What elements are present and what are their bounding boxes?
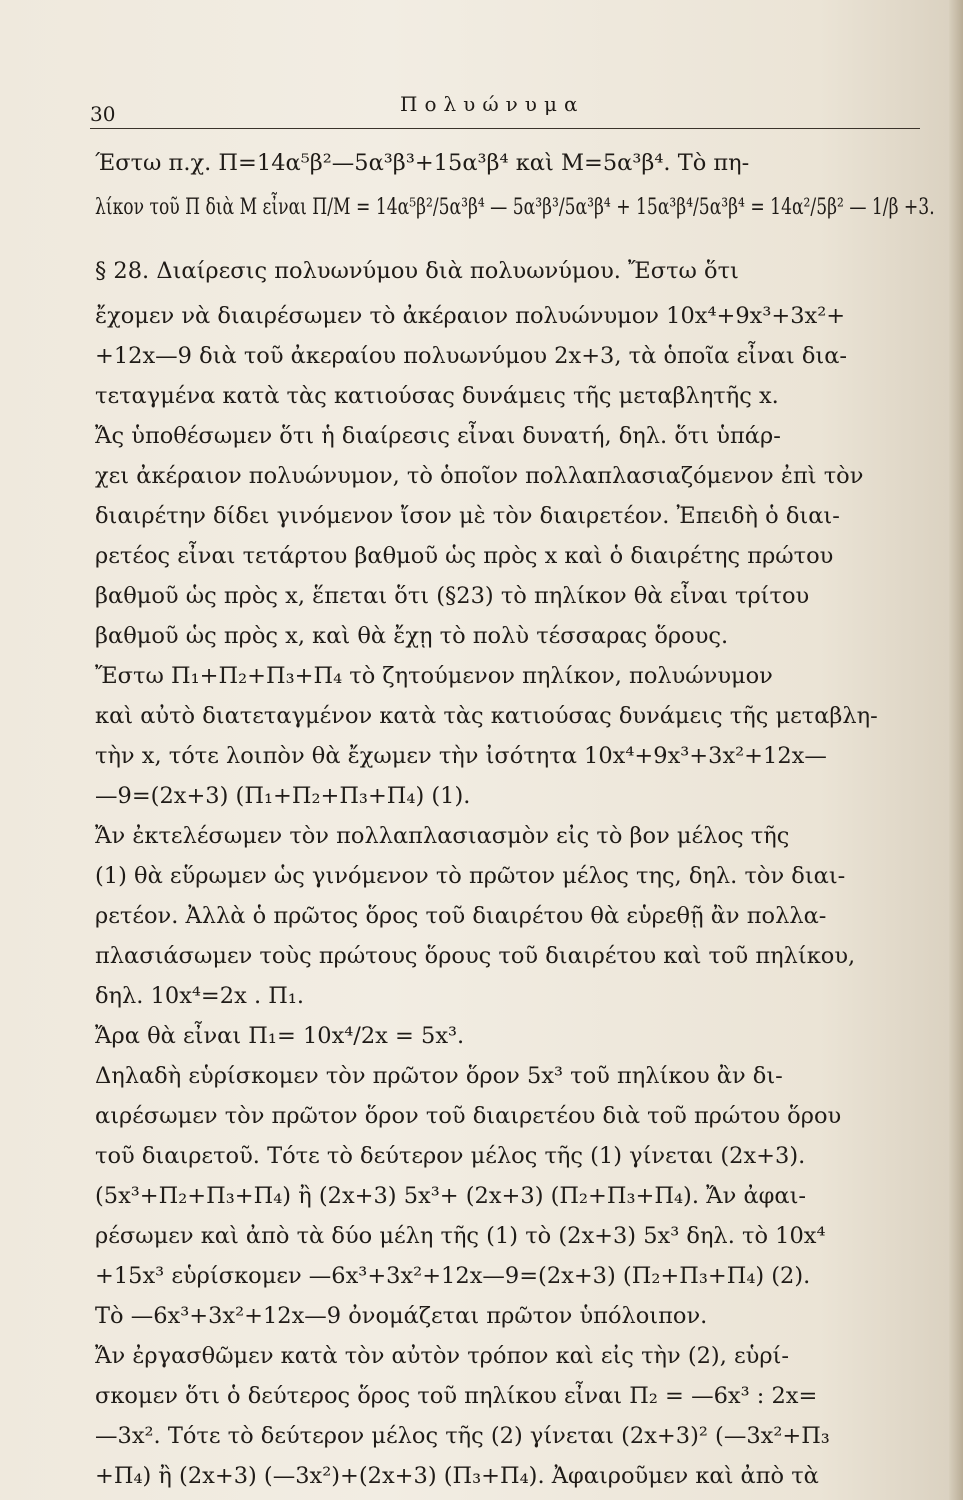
text-line: πλασιάσωμεν τοὺς πρώτους ὅρους τοῦ διαιρέτου καὶ τοῦ πηλίκου, — [95, 943, 856, 969]
text-line: Ἄς ὑποθέσωμεν ὅτι ἡ διαίρεσις εἶναι δυνατή, δηλ. ὅτι ὑπάρ- — [95, 423, 781, 449]
text-line: —9=(2x+3) (Π₁+Π₂+Π₃+Π₄) (1). — [95, 783, 471, 809]
running-title: Πολυώνυμα — [400, 92, 585, 116]
text-line: ἔχομεν νὰ διαιρέσωμεν τὸ ἀκέραιον πολυώνυμον 10x⁴+9x³+3x²+ — [95, 303, 846, 329]
text-line: Ἄν ἐργασθῶμεν κατὰ τὸν αὐτὸν τρόπον καὶ εἰς τὴν (2), εὑρί- — [95, 1343, 789, 1369]
text-line: Ἄρα θὰ εἶναι Π₁= 10x⁴/2x = 5x³. — [95, 1023, 465, 1049]
text-line: Δηλαδὴ εὑρίσκομεν τὸν πρῶτον ὅρον 5x³ τοῦ πηλίκου ἂν δι- — [95, 1063, 783, 1089]
text-line: Ἄν ἐκτελέσωμεν τὸν πολλαπλασιασμὸν εἰς τὸ βον μέλος τῆς — [95, 823, 790, 849]
text-line: ρετέος εἶναι τετάρτου βαθμοῦ ὡς πρὸς x καὶ ὁ διαιρέτης πρώτου — [95, 543, 834, 569]
text-line: —3x². Τότε τὸ δεύτερον μέλος τῆς (2) γίνεται (2x+3)² (—3x²+Π₃ — [95, 1423, 830, 1449]
text-line: διαιρέτην δίδει γινόμενον ἴσον μὲ τὸν διαιρετέον. Ἐπειδὴ ὁ διαι- — [95, 503, 840, 529]
text-line: αιρέσωμεν τὸν πρῶτον ὅρον τοῦ διαιρετέου διὰ τοῦ πρώτου ὅρου — [95, 1103, 842, 1129]
text-line: +15x³ εὑρίσκομεν —6x³+3x²+12x—9=(2x+3) (Π₂+Π₃+Π₄) (2). — [95, 1263, 811, 1289]
text-line: τὴν x, τότε λοιπὸν θὰ ἔχωμεν τὴν ἰσότητα 10x⁴+9x³+3x²+12x— — [95, 743, 827, 769]
text-line: τεταγμένα κατὰ τὰς κατιούσας δυνάμεις τῆς μεταβλητῆς x. — [95, 383, 779, 409]
text-line: Ἔστω Π₁+Π₂+Π₃+Π₄ τὸ ζητούμενον πηλίκον, πολυώνυμον — [95, 663, 773, 689]
text-line: καὶ αὐτὸ διατεταγμένον κατὰ τὰς κατιούσας δυνάμεις τῆς μεταβλη- — [95, 703, 878, 729]
text-line: χει ἀκέραιον πολυώνυμον, τὸ ὁποῖον πολλαπλασιαζόμενον ἐπὶ τὸν — [95, 463, 864, 489]
page-number: 30 — [90, 102, 116, 126]
text-line: (5x³+Π₂+Π₃+Π₄) ἢ (2x+3) 5x³+ (2x+3) (Π₂+Π₃+Π₄). Ἄν ἀφαι- — [95, 1183, 807, 1209]
text-line: (1) θὰ εὕρωμεν ὡς γινόμενον τὸ πρῶτον μέλος της, δηλ. τὸν διαι- — [95, 863, 846, 889]
text-line: τοῦ διαιρετοῦ. Τότε τὸ δεύτερον μέλος τῆς (1) γίνεται (2x+3). — [95, 1143, 806, 1169]
text-line: Έστω π.χ. Π=14α⁵β²—5α³β³+15α³β⁴ καὶ Μ=5α³β⁴. Τὸ πη- — [95, 150, 750, 176]
text-line: ρετέον. Ἀλλὰ ὁ πρῶτος ὅρος τοῦ διαιρέτου θὰ εὑρεθῇ ἂν πολλα- — [95, 903, 827, 929]
text-line: +Π₄) ἢ (2x+3) (—3x²)+(2x+3) (Π₃+Π₄). Ἀφαιροῦμεν καὶ ἀπὸ τὰ — [95, 1463, 819, 1489]
page-edge — [949, 0, 963, 1500]
text-line: Τὸ —6x³+3x²+12x—9 ὀνομάζεται πρῶτον ὑπόλοιπον. — [95, 1303, 708, 1329]
text-line: βαθμοῦ ὡς πρὸς x, καὶ θὰ ἔχῃ τὸ πολὺ τέσσαρας ὅρους. — [95, 623, 729, 649]
text-line: σκομεν ὅτι ὁ δεύτερος ὅρος τοῦ πηλίκου εἶναι Π₂ = —6x³ : 2x= — [95, 1383, 818, 1409]
text-line: δηλ. 10x⁴=2x . Π₁. — [95, 983, 305, 1009]
text-line: +12x—9 διὰ τοῦ ἀκεραίου πολυωνύμου 2x+3, τὰ ὁποῖα εἶναι δια- — [95, 343, 847, 369]
text-line: ρέσωμεν καὶ ἀπὸ τὰ δύο μέλη τῆς (1) τὸ (2x+3) 5x³ δηλ. τὸ 10x⁴ — [95, 1223, 826, 1249]
section-heading: § 28. Διαίρεσις πολυωνύμου διὰ πολυωνύμου. Ἔστω ὅτι — [95, 258, 739, 284]
page-header — [90, 88, 920, 129]
text-line: λίκον τοῦ Π διὰ Μ εἶναι Π/Μ = 14α⁵β²/5α³β⁴ — 5α³β³/5α³β⁴ + 15α³β⁴/5α³β⁴ = 14α²/5β² — 1/β +3. — [95, 194, 935, 220]
text-line: βαθμοῦ ὡς πρὸς x, ἕπεται ὅτι (§23) τὸ πηλίκον θὰ εἶναι τρίτου — [95, 583, 810, 609]
